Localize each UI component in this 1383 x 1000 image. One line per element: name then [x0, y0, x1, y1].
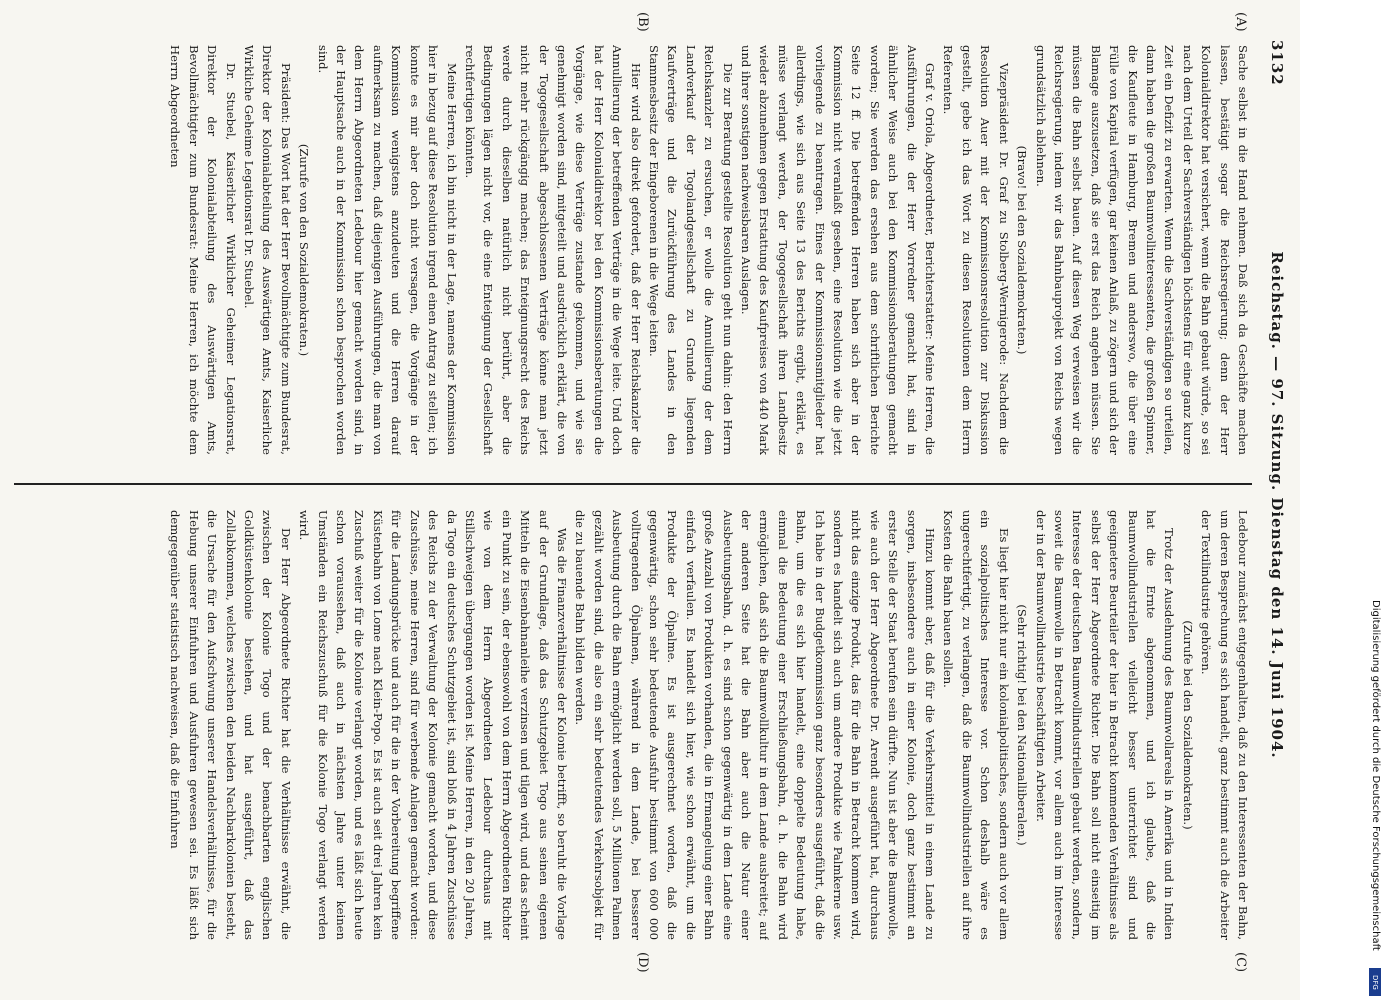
paragraph: Ledebour zunächst entgegenhalten, daß zu den Interessenten der Bahn, um deren Besprechung es sich handelt, ganz bestimmt auch die Arbeiter der Textilindustrie gehören. [1199, 510, 1250, 940]
paragraph: Meine Herren, ich bin nicht in der Lage, namens der Kommission hier in bezug auf diese Resolution irgend einen Antrag zu stellen; ich konnte es mir aber doch nicht versagen, die Vorgänge in der Kommission wenigstens anzudeuten und die Herren darauf aufmerksam zu machen, daß diejenigen Ausführungen, die man von dem Herrn Abgeordneten Ledebour hier gemacht worden sind, in der Hauptsache auch in der Kommission schon besprochen worden sind. [315, 45, 459, 455]
paragraph: Trotz der Ausdehnung des Baumwollareals in Amerika und in Indien hat die Ernte abgenommen, und ich glaube, daß die Baumwollindustriellen vielleicht besser unterrichtet sind und geeignetere Beurteiler der hier in Betracht kommenden Verhältnisse als selbst der Herr Abgeordnete Richter. Die Bahn soll nicht einseitig im Interesse der deutschen Baumwollindustriellen gebaut werden, sondern, soweit die Baumwolle in Betracht kommt, vor allem auch im Interesse der in der Baumwollindustrie beschäftigten Arbeiter. [1033, 510, 1177, 940]
interjection: (Bravo! bei den Sozialdemokraten.) [1015, 145, 1030, 355]
section-marker-d: (D) [635, 952, 650, 973]
paragraph: Hinzu kommt aber, daß für die Verkehrsmittel in einem Lande zu sorgen, insbesondere auch in einer Kolonie, doch ganz bestimmt an erster Stelle der Staat berufen sein dürfte. Nun ist aber die Baumwolle, wie auch der Herr Abgeordnete Dr. Arendt ausgeführt hat, durchaus nicht das einzige Produkt, das für die Bahn in Betracht kommen wird, sondern es handelt sich auch um andere Produkte wie Palmkerne usw. Ich habe in der Budgetkommission ganz besonders ausgeführt, daß die Bahn, um die es sich hier handelt, eine doppelte Bedeutung habe, einmal die Bedeutung einer Erschließungsbahn, d. h. die Bahn wird ermöglichen, daß sich die Baumwollkultur in dem Lande ausbreitet; auf der anderen Seite hat die Bahn aber auch die Natur einer Ausbeutungsbahn, d. h. es sind schon gegenwärtig in dem Lande eine große Anzahl von Produkten vorhanden, die in Ermangelung einer Bahn einfach verfaulen. Es handelt sich hier, wie schon erwähnt, um die Produkte der Ölpalme. Es ist ausgerechnet worden, daß die gegenwärtig, schon sehr bedeutende Ausfuhr bestimmt von 600 000 volltragenden Ölpalmen, während in dem Lande, bei besserer Ausbeutung durch die Bahn ermöglicht werden soll, 5 Millionen Palmen gezählt worden sind, die also ein sehr bedeutendes Verkehrsobjekt für die zu bauende Bahn bilden werden. [573, 510, 938, 940]
paragraph: Vizepräsident Dr. Graf zu Stolberg-Wernigerode: Nachdem die Resolution Auer mit der Kommissionsresolution zur Diskussion gestellt, gebe ich das Wort zu diesen Resolutionen dem Herrn Referenten. [941, 45, 1011, 455]
dfg-logo-icon: DFG [1369, 968, 1381, 996]
digitization-credit: Digitalisierung gefördert durch die Deutsche Forschungsgemeinschaft [1370, 600, 1381, 951]
paragraph: Die zur Beratung gestellte Resolution geht nun dahin: den Herrn Reichskanzler zu ersuchen, er wolle die Annullierung der dem Landverkauf der Togolandgesellschaft zu Grunde liegenden Kaufverträge und die Zurückführung des Landes in den Stammesbesitz der Eingeborenen in die Wege leiten. [647, 45, 735, 455]
page-number: 3132 [1268, 40, 1286, 86]
column-divider [14, 483, 1252, 485]
left-column [14, 45, 1252, 455]
paragraph: Es liegt hier nicht nur ein kolonialpolitisches, sondern auch vor allem ein sozialpolitisches Interesse vor. Schon deshalb wäre es ungerechtfertigt, zu verlangen, daß die Baumwollindustriellen auf ihre Kosten die Bahn bauen sollen. [941, 510, 1011, 940]
paragraph: Was die Finanzverhältnisse der Kolonie betrifft, so beruht die Vorlage auf der Grundlage, daß das Schutzgebiet Togo aus seinen eigenen Mitteln die Eisenbahnanleihe verzinsen und tilgen wird, und das scheint ein Punkt zu sein, der ebensowohl von dem Herrn Abgeordneten Richter wie von dem Herrn Abgeordneten Ledebour durchaus mit Stillschweigen übergangen worden ist. Meine Herren, in den 20 Jahren, da Togo ein deutsches Schutzgebiet ist, sind bloß in 4 Jahren Zuschüsse des Reichs zu der Verwaltung der Kolonie gemacht worden, und diese Zuschüsse, meine Herren, sind für werbende Anlagen gemacht worden: für die Landungsbrücke und auch für die in der Vorbereitung begriffene Küstenbahn von Lome nach Klein-Popo. Es ist auch seit drei Jahren kein Zuschuß weiter für die Kolonie verlangt worden, und es läßt sich heute schon voraussehen, daß auch in nächsten Jahre unter keinen Umständen ein Reichszuschuß für die Kolonie Togo verlangt werden wird. [297, 510, 569, 940]
page-header [1258, 40, 1286, 970]
interjection: (Zurufe von den Sozialdemokraten.) [297, 143, 312, 357]
right-column [14, 510, 1252, 940]
interjection: (Zurufe bei den Sozialdemokraten.) [1180, 620, 1195, 830]
paragraph: Dr. Stuebel, Kaiserlicher Wirklicher Geheimer Legationsrat, Direktor der Kolonialabteilung des Auswärtigen Amts, Bevollmächtigter zum Bundesrat: Meine Herren, ich möchte dem Herrn Abgeordneten [168, 45, 238, 455]
interjection: (Sehr richtig! bei den Nationalliberalen.) [1015, 604, 1030, 846]
paragraph: Hier wird also direkt gefordert, daß der Herr Reichskanzler die Annullierung der betreffenden Verträge in die Wege leite. Und doch hat der Herr Kolonialdirektor bei den Kommissionsberatungen die Vorgänge, wie diese Verträge zustande gekommen, und wie sie genehmigt worden sind, mitgeteilt und ausdrücklich erklärt, die von der Togogesellschaft abgeschlossenen Verträge könne man jetzt nicht mehr rückgängig machen; das Enteignungsrecht des Reichs werde durch dieselben natürlich nicht berührt, aber die Bedingungen lägen nicht vor, die eine Enteignung der Gesellschaft rechtfertigen könnten. [462, 45, 643, 455]
paragraph: Der Herr Abgeordnete Richter hat die Verhältnisse erwähnt, die zwischen der Kolonie Togo und der benachbarten englischen Goldküstenkolonie bestehen, und hat ausgeführt, daß das Zollabkommen, welches zwischen den beiden Nachbarkolonien besteht, die Ursache für den Aufschwung unserer Handelsverhältnisse, für die Hebung unserer Einfuhren und Ausfuhren gewesen sei. Es läßt sich demgegenüber statistisch nachweisen, daß die Einfuhren [168, 510, 293, 940]
paragraph: Präsident: Das Wort hat der Herr Bevollmächtigte zum Bundesrat, Direktor der Kolonialabteilung des Auswärtigen Amts, Kaiserliche Wirkliche Geheime Legationsrat Dr. Stuebel. [242, 45, 293, 455]
page-title: Reichstag. — 97. Sitzung. Dienstag den 14. Juni 1904. [1268, 251, 1286, 759]
section-marker-c: (C) [1233, 952, 1248, 973]
section-marker-a: (A) [1233, 12, 1248, 32]
paragraph: Sache selbst in die Hand nehmen. Daß sich da Geschäfte machen lassen, bestätigt sogar die Reichsregierung; denn der Herr Kolonialdirektor hat versichert, wenn die Bahn gebaut würde, so sei nach dem Urteil der Sachverständigen höchstens für eine ganz kurze Zeit ein Defizit zu erwarten. Wenn die Sachverständigen so urteilen, dann haben die großen Baumwollinteressenten, die großen Spinner, die Kaufleute in Hamburg, Bremen und anderswo, die über eine Fülle von Kapital verfügen, gar keinen Anlaß, zu zögern und sich der Blamage auszusetzen, daß sie erst das Reich angehen müssen. Sie müssen die Bahn selbst bauen. Auf diesen Weg verweisen wir die Reichsregierung, indem wir das Bahnbauprojekt von Reichs wegen grundsätzlich ablehnen. [1033, 45, 1250, 455]
paragraph: Graf v. Oriola, Abgeordneter, Berichterstatter: Meine Herren, die Ausführungen, die der Herr Vorredner gemacht hat, sind in ähnlicher Weise auch bei den Kommissionsberatungen gemacht worden; Sie werden das ersehen aus dem schriftlichen Berichte Seite 12 ff. Die betreffenden Herren haben sich aber in der Kommission nicht veranlaßt gesehen, eine Resolution wie die jetzt vorliegende zu beantragen. Eines der Kommissionsmitglieder hat allerdings, wie sich aus Seite 13 des Berichts ergibt, erklärt, es müsse verlangt werden, der Togogesellschaft ihren Landbesitz wieder abzunehmen gegen Erstattung des Kaufpreises von 440 Mark und ihrer sonstigen nachweisbaren Auslagen. [739, 45, 938, 455]
section-marker-b: (B) [635, 12, 650, 32]
